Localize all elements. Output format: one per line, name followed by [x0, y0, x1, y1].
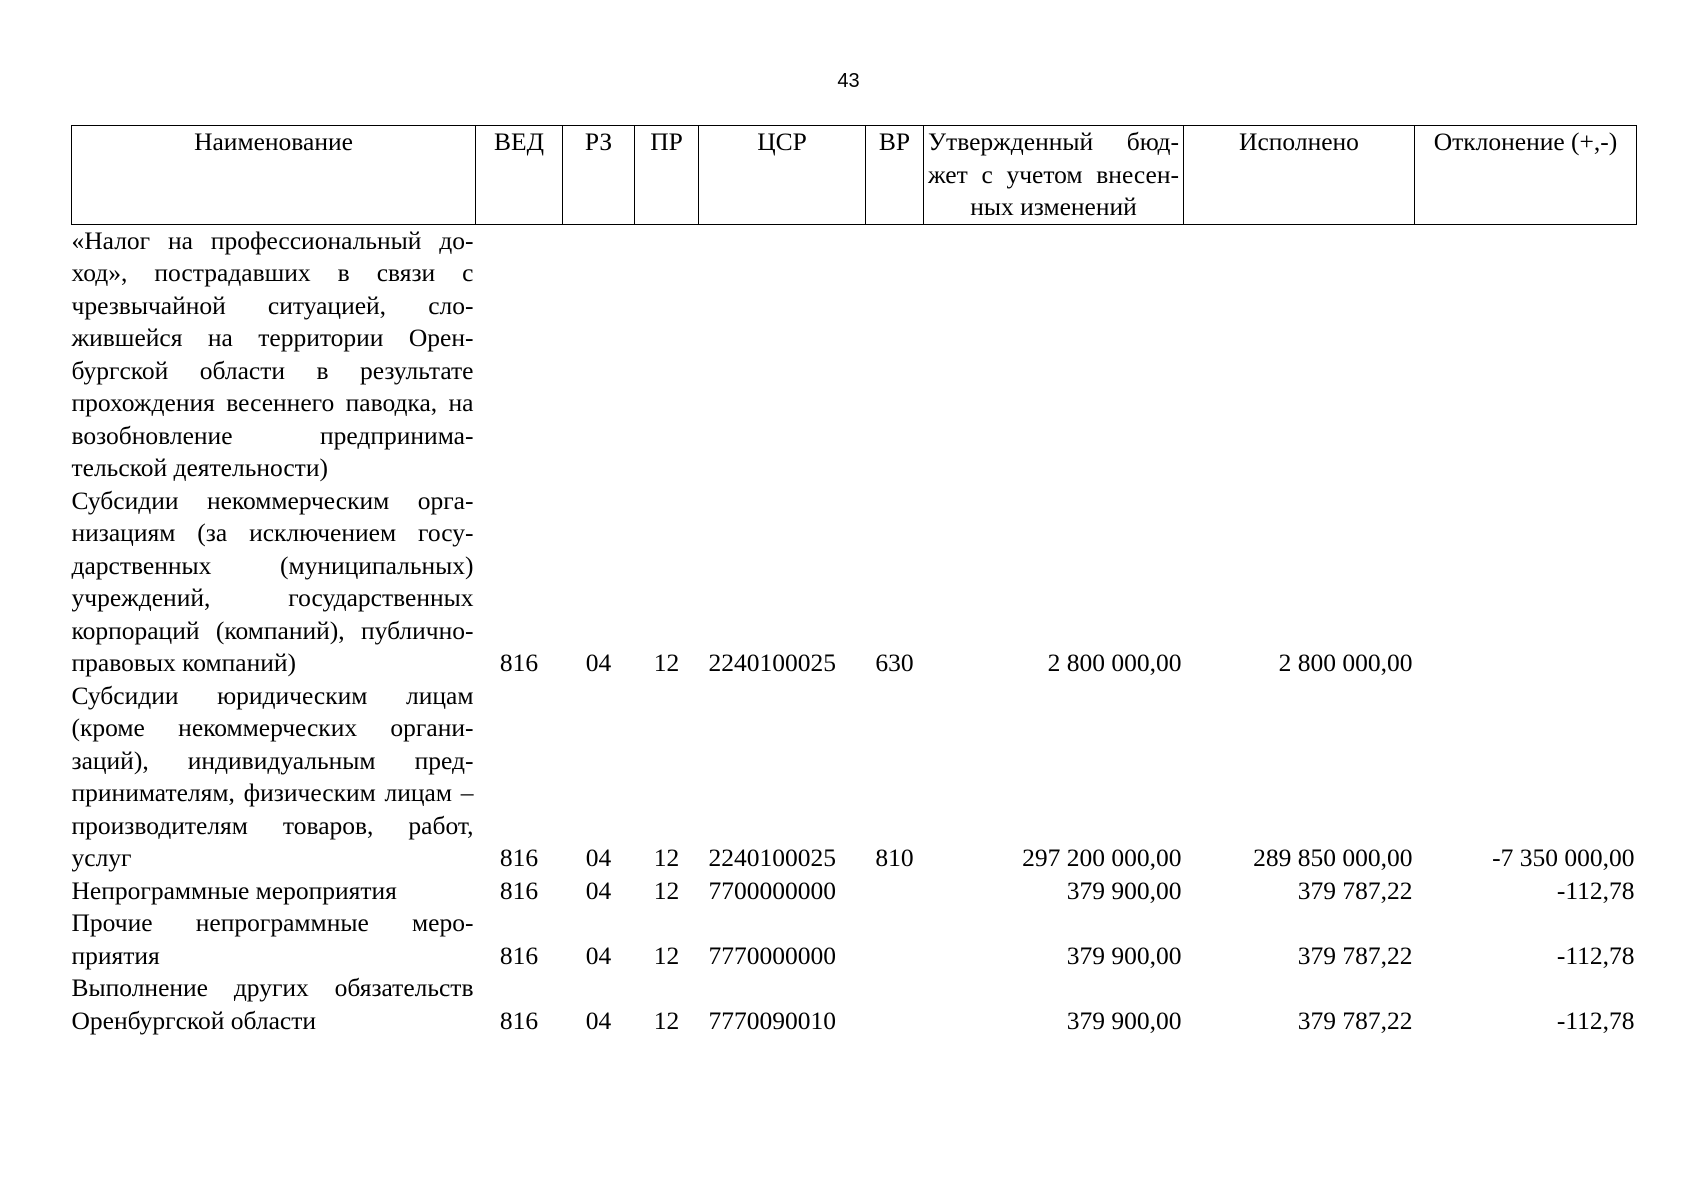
row-ved: [476, 224, 563, 485]
table-row: [72, 680, 1637, 875]
table-row: [72, 972, 1637, 1037]
row-approved: 379 900,00: [1066, 940, 1182, 970]
row-executed: 2 800 000,00: [1278, 648, 1413, 677]
row-name: Выполнение других обязательств Оренбургской области: [71, 973, 474, 1035]
row-csr: 7700000000: [708, 875, 836, 905]
row-deviation: -112,78: [1556, 1005, 1635, 1035]
table-header-row: [72, 126, 1637, 225]
row-name: Прочие непрограммные мероприятия: [71, 908, 474, 970]
row-name: «Налог на профессиональный доход», пострадавших в связи с чрезвычайной ситуацией, сложившейся на территории Оренбургской области в результате прохождения весеннего паводка, на возобновление предпринимательской деятельности): [71, 225, 474, 482]
column-header-pr: ПР: [635, 126, 699, 225]
row-rz: 04: [585, 648, 612, 677]
row-csr: 7770000000: [708, 940, 836, 970]
row-ved: 816: [499, 875, 539, 905]
row-csr: 2240100025: [708, 843, 836, 872]
row-name: Субсидии юридическим лицам (кроме некоммерческих организаций), индивидуальным предпринимателям, физическим лицам – производителям товаров, работ, услуг: [71, 680, 474, 872]
row-approved: 2 800 000,00: [1047, 648, 1182, 677]
page-number: 43: [837, 70, 860, 92]
row-deviation: -7 350 000,00: [1492, 843, 1635, 872]
row-csr: 2240100025: [708, 648, 836, 677]
row-executed: 379 787,22: [1297, 875, 1413, 905]
row-approved: 297 200 000,00: [1022, 843, 1182, 872]
row-pr: 12: [653, 1005, 680, 1035]
row-deviation: [1415, 485, 1637, 680]
table-row: [72, 485, 1637, 680]
row-executed: 289 850 000,00: [1253, 843, 1413, 872]
column-header-ved: ВЕД: [476, 126, 563, 225]
budget-execution-table: [71, 125, 1637, 1037]
table-row: [72, 224, 1637, 485]
row-rz: 04: [585, 843, 612, 872]
row-name: Непрограммные мероприятия: [71, 875, 397, 905]
row-pr: [635, 224, 699, 485]
row-pr: 12: [653, 843, 680, 872]
row-executed: 379 787,22: [1297, 940, 1413, 970]
column-header-name: Наименование: [72, 126, 476, 225]
row-executed: [1184, 224, 1415, 485]
row-ved: 816: [499, 648, 539, 677]
row-pr: 12: [653, 875, 680, 905]
row-rz: 04: [585, 875, 612, 905]
row-ved: 816: [499, 940, 539, 970]
table-row: [72, 875, 1637, 908]
column-header-approved-budget: Утвержденный бюджет с учетом внесенных изменений: [924, 126, 1184, 225]
row-vr: [866, 907, 924, 972]
row-vr: [866, 875, 924, 908]
column-header-vr: ВР: [866, 126, 924, 225]
row-csr: 7770090010: [708, 1005, 836, 1035]
row-pr: 12: [653, 940, 680, 970]
row-pr: 12: [653, 648, 680, 677]
row-name: Субсидии некоммерческим организациям (за исключением государственных (муниципальных) учреждений, государственных корпораций (компаний), публично-правовых компаний): [71, 485, 474, 677]
row-rz: 04: [585, 1005, 612, 1035]
row-ved: 816: [499, 843, 539, 872]
row-deviation: [1415, 224, 1637, 485]
column-header-executed: Исполнено: [1184, 126, 1415, 225]
table-row: [72, 907, 1637, 972]
column-header-deviation: Отклонение (+,-): [1415, 126, 1637, 225]
row-deviation: -112,78: [1556, 875, 1635, 905]
row-ved: 816: [499, 1005, 539, 1035]
row-approved: [924, 224, 1184, 485]
row-rz: [563, 224, 635, 485]
row-vr: 810: [875, 843, 914, 872]
row-rz: 04: [585, 940, 612, 970]
row-csr: [699, 224, 866, 485]
row-approved: 379 900,00: [1066, 875, 1182, 905]
row-deviation: -112,78: [1556, 940, 1635, 970]
row-approved: 379 900,00: [1066, 1005, 1182, 1035]
row-vr: 630: [875, 648, 914, 677]
column-header-csr: ЦСР: [699, 126, 866, 225]
column-header-rz: РЗ: [563, 126, 635, 225]
row-executed: 379 787,22: [1297, 1005, 1413, 1035]
row-vr: [866, 972, 924, 1037]
row-vr: [866, 224, 924, 485]
